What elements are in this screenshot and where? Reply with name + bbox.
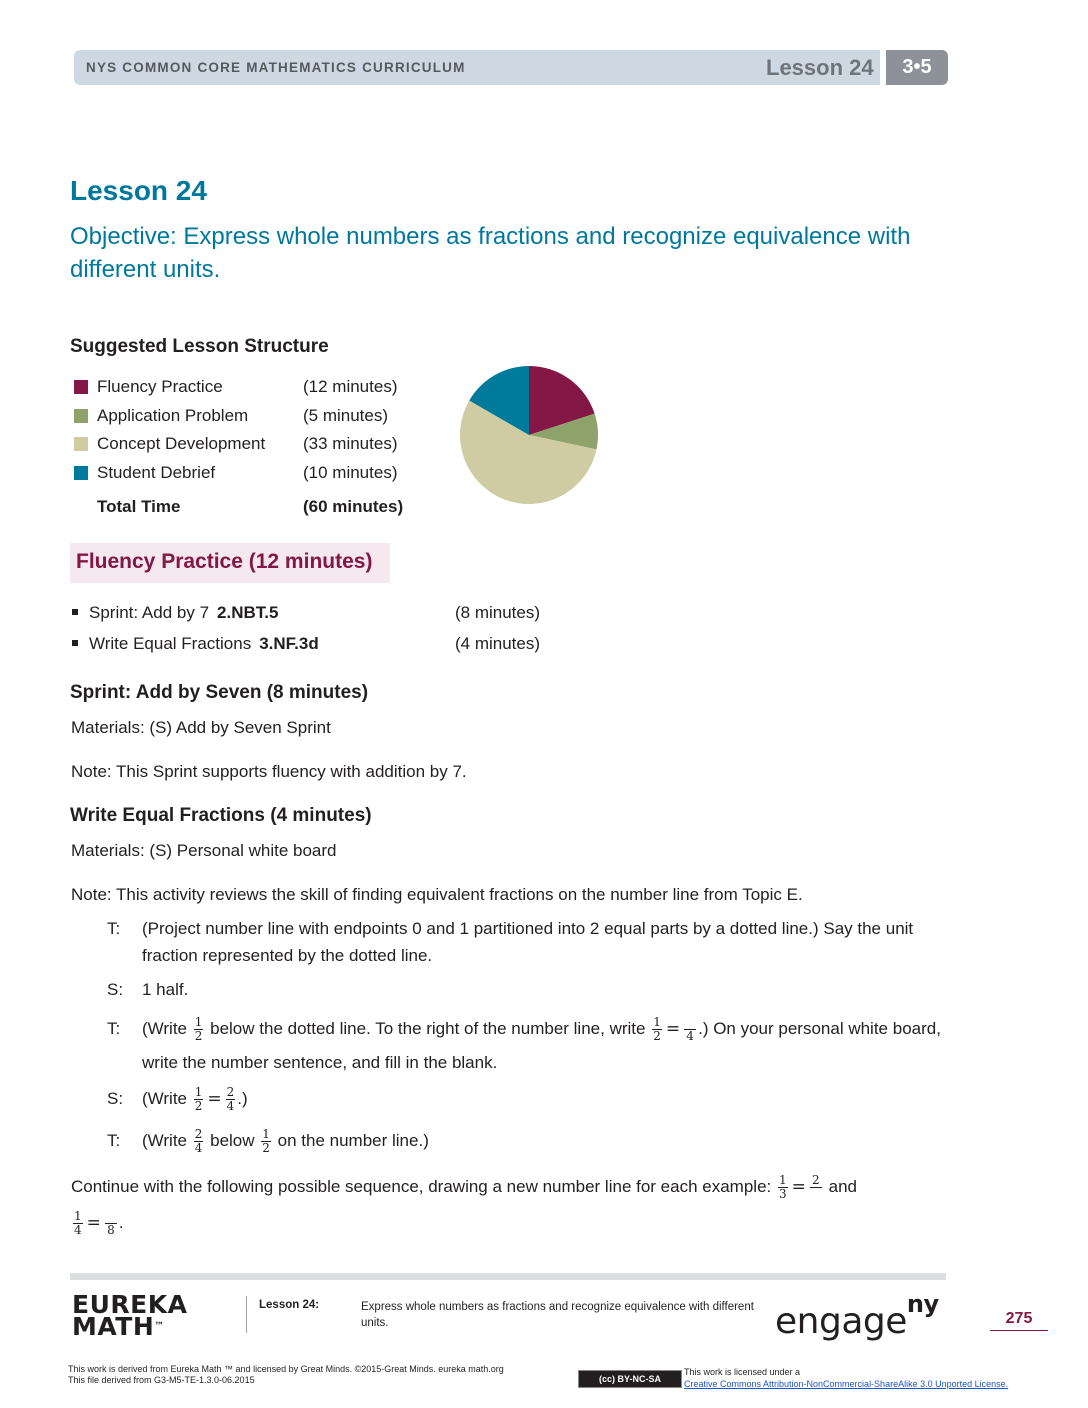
bullet-time: (4 minutes) [455, 634, 541, 653]
logo-line-2: MATH [72, 1312, 155, 1341]
denominator-blank [810, 1188, 822, 1201]
numerator: 2 [194, 1127, 203, 1142]
continue-text: Continue with the following possible sequence, drawing a new number line for each example: [71, 1177, 772, 1196]
fraction-one-half [261, 1128, 271, 1155]
fraction-one-half [652, 1016, 662, 1043]
speaker-label: T: [107, 1019, 121, 1038]
dialogue-text [142, 1124, 942, 1157]
structure-item-time: (10 minutes) [303, 463, 398, 482]
fraction-one-fourth [73, 1210, 83, 1237]
debrief-legend-swatch [74, 466, 88, 480]
denominator: 2 [653, 1029, 661, 1044]
sprint-heading: Sprint: Add by Seven (8 minutes) [70, 682, 369, 703]
structure-item-name: Concept Development [97, 434, 266, 453]
footer-rule [70, 1273, 946, 1280]
footer-divider [246, 1296, 247, 1333]
structure-item-time: (5 minutes) [303, 406, 389, 425]
denominator: 2 [262, 1141, 270, 1156]
continue-sequence-line2 [71, 1206, 124, 1240]
fraction-blank-fourths [684, 1016, 696, 1043]
numerator: 2 [810, 1174, 822, 1188]
fraction-two-fourths [226, 1086, 236, 1113]
numerator: 1 [653, 1015, 661, 1030]
dialogue-segment: .) [237, 1089, 248, 1108]
continue-and: and [828, 1177, 857, 1196]
fraction-two-fourths [194, 1128, 204, 1155]
structure-item-name: Fluency Practice [97, 377, 223, 396]
fraction-one-half [194, 1016, 204, 1043]
wef-materials: Materials: (S) Personal white board [71, 841, 337, 860]
ny-text: ny [906, 1290, 939, 1318]
bullet-time: (8 minutes) [455, 603, 541, 622]
footer-credits [68, 1364, 568, 1386]
dialogue-segment: below [210, 1131, 255, 1150]
fluency-bullet [72, 634, 319, 654]
dialogue-segment: on the number line.) [277, 1131, 429, 1150]
dialogue-text: (Project number line with endpoints 0 and 1 partitioned into 2 equal parts by a dotted line.) Say the unit fraction represented by the dotted line. [142, 919, 914, 965]
credit-line: This file derived from G3-M5-TE-1.3.0-06.2015 [68, 1375, 255, 1385]
sprint-materials: Materials: (S) Add by Seven Sprint [71, 718, 331, 737]
structure-item-name: Student Debrief [97, 463, 216, 482]
wef-note: Note: This activity reviews the skill of finding equivalent fractions on the number line from Topic E. [71, 885, 803, 904]
structure-heading: Suggested Lesson Structure [70, 336, 329, 357]
fluency-heading: Fluency Practice (12 minutes) [76, 550, 373, 573]
speaker-label: T: [107, 1131, 121, 1150]
wef-heading: Write Equal Fractions (4 minutes) [70, 805, 372, 826]
equals-sign: = [665, 1019, 681, 1039]
fraction-two-blank [810, 1174, 822, 1201]
numerator: 2 [226, 1085, 235, 1100]
equals-sign: = [791, 1177, 806, 1197]
concept-legend-swatch [74, 437, 88, 451]
engageny-logo [775, 1290, 939, 1342]
license-link[interactable]: Creative Commons Attribution-NonCommercial-ShareAlike 3.0 Unported License. [684, 1379, 1009, 1389]
header-lesson: Lesson 24 [766, 55, 874, 80]
fluency-bullet [72, 603, 278, 623]
denominator: 4 [194, 1141, 203, 1156]
denominator: 8 [107, 1223, 115, 1238]
continue-end: . [118, 1213, 124, 1232]
dialogue-segment: (Write [142, 1019, 188, 1038]
curriculum-label: NYS COMMON CORE MATHEMATICS CURRICULUM [86, 60, 466, 75]
numerator: 1 [74, 1209, 82, 1224]
denominator: 4 [74, 1223, 82, 1238]
numerator-blank [105, 1210, 117, 1224]
total-time: (60 minutes) [303, 497, 404, 516]
structure-item-time: (12 minutes) [303, 377, 398, 396]
dialogue-text [142, 1082, 942, 1116]
numerator-blank [684, 1016, 696, 1030]
dialogue-segment: .) On your personal white board, write the number sentence, and fill in the blank. [142, 1019, 941, 1072]
bullet-icon [72, 609, 78, 615]
eureka-math-logo [72, 1290, 188, 1341]
bullet-standard: 2.NBT.5 [217, 603, 279, 622]
denominator: 3 [778, 1187, 787, 1202]
denominator: 2 [194, 1029, 203, 1044]
numerator: 1 [262, 1127, 270, 1142]
page-number-rule [990, 1330, 1048, 1331]
dialogue-text [142, 1012, 942, 1079]
structure-item-time: (33 minutes) [303, 434, 398, 453]
license-text [684, 1366, 1008, 1390]
numerator: 1 [778, 1173, 787, 1188]
continue-sequence [71, 1170, 857, 1204]
sprint-note: Note: This Sprint supports fluency with addition by 7. [71, 762, 467, 781]
denominator: 4 [226, 1099, 235, 1114]
bullet-standard: 3.NF.3d [259, 634, 319, 653]
credit-line: This work is derived from Eureka Math ™ and licensed by Great Minds. ©2015-Great Minds. eureka math.org [68, 1364, 504, 1374]
footer-lesson-label: Lesson 24: [259, 1299, 320, 1311]
bullet-icon [72, 640, 78, 646]
speaker-label: S: [107, 1089, 124, 1108]
license-line: This work is licensed under a [684, 1367, 801, 1377]
dialogue-segment: below the dotted line. To the right of the number line, write [210, 1019, 646, 1038]
application-legend-swatch [74, 409, 88, 423]
fraction-one-third [778, 1174, 788, 1201]
engage-text: engage [775, 1301, 907, 1342]
speaker-label: T: [107, 919, 121, 938]
fluency-legend-swatch [74, 380, 88, 394]
dialogue-segment: (Write [142, 1131, 188, 1150]
page-number: 275 [1005, 1310, 1033, 1327]
fraction-blank-eighths [105, 1210, 117, 1237]
equals-sign: = [207, 1089, 222, 1109]
lesson-structure-pie-chart [455, 362, 605, 512]
lesson-title: Lesson 24 [70, 175, 207, 206]
equals-sign: = [86, 1213, 101, 1233]
cc-license-badge: (cc) BY-NC-SA [578, 1370, 682, 1388]
numerator: 1 [194, 1085, 203, 1100]
footer-description: Express whole numbers as fractions and recognize equivalence with different units. [361, 1301, 754, 1329]
dialogue-text: 1 half. [142, 980, 189, 999]
bullet-text: Sprint: Add by 7 [89, 603, 210, 622]
logo-line-1: EUREKA [72, 1290, 188, 1319]
bullet-text: Write Equal Fractions [89, 634, 252, 653]
structure-item-name: Application Problem [97, 406, 249, 425]
speaker-label: S: [107, 980, 124, 999]
total-label: Total Time [97, 497, 181, 516]
grade-module-badge: 3•5 [886, 50, 948, 85]
dialogue-segment: (Write [142, 1089, 188, 1108]
numerator: 1 [194, 1015, 203, 1030]
trademark: ™ [154, 1321, 165, 1332]
fraction-one-half [194, 1086, 204, 1113]
denominator: 2 [194, 1099, 203, 1114]
objective: Objective: Express whole numbers as fractions and recognize equivalence with different units. [70, 223, 911, 283]
denominator: 4 [686, 1029, 694, 1044]
